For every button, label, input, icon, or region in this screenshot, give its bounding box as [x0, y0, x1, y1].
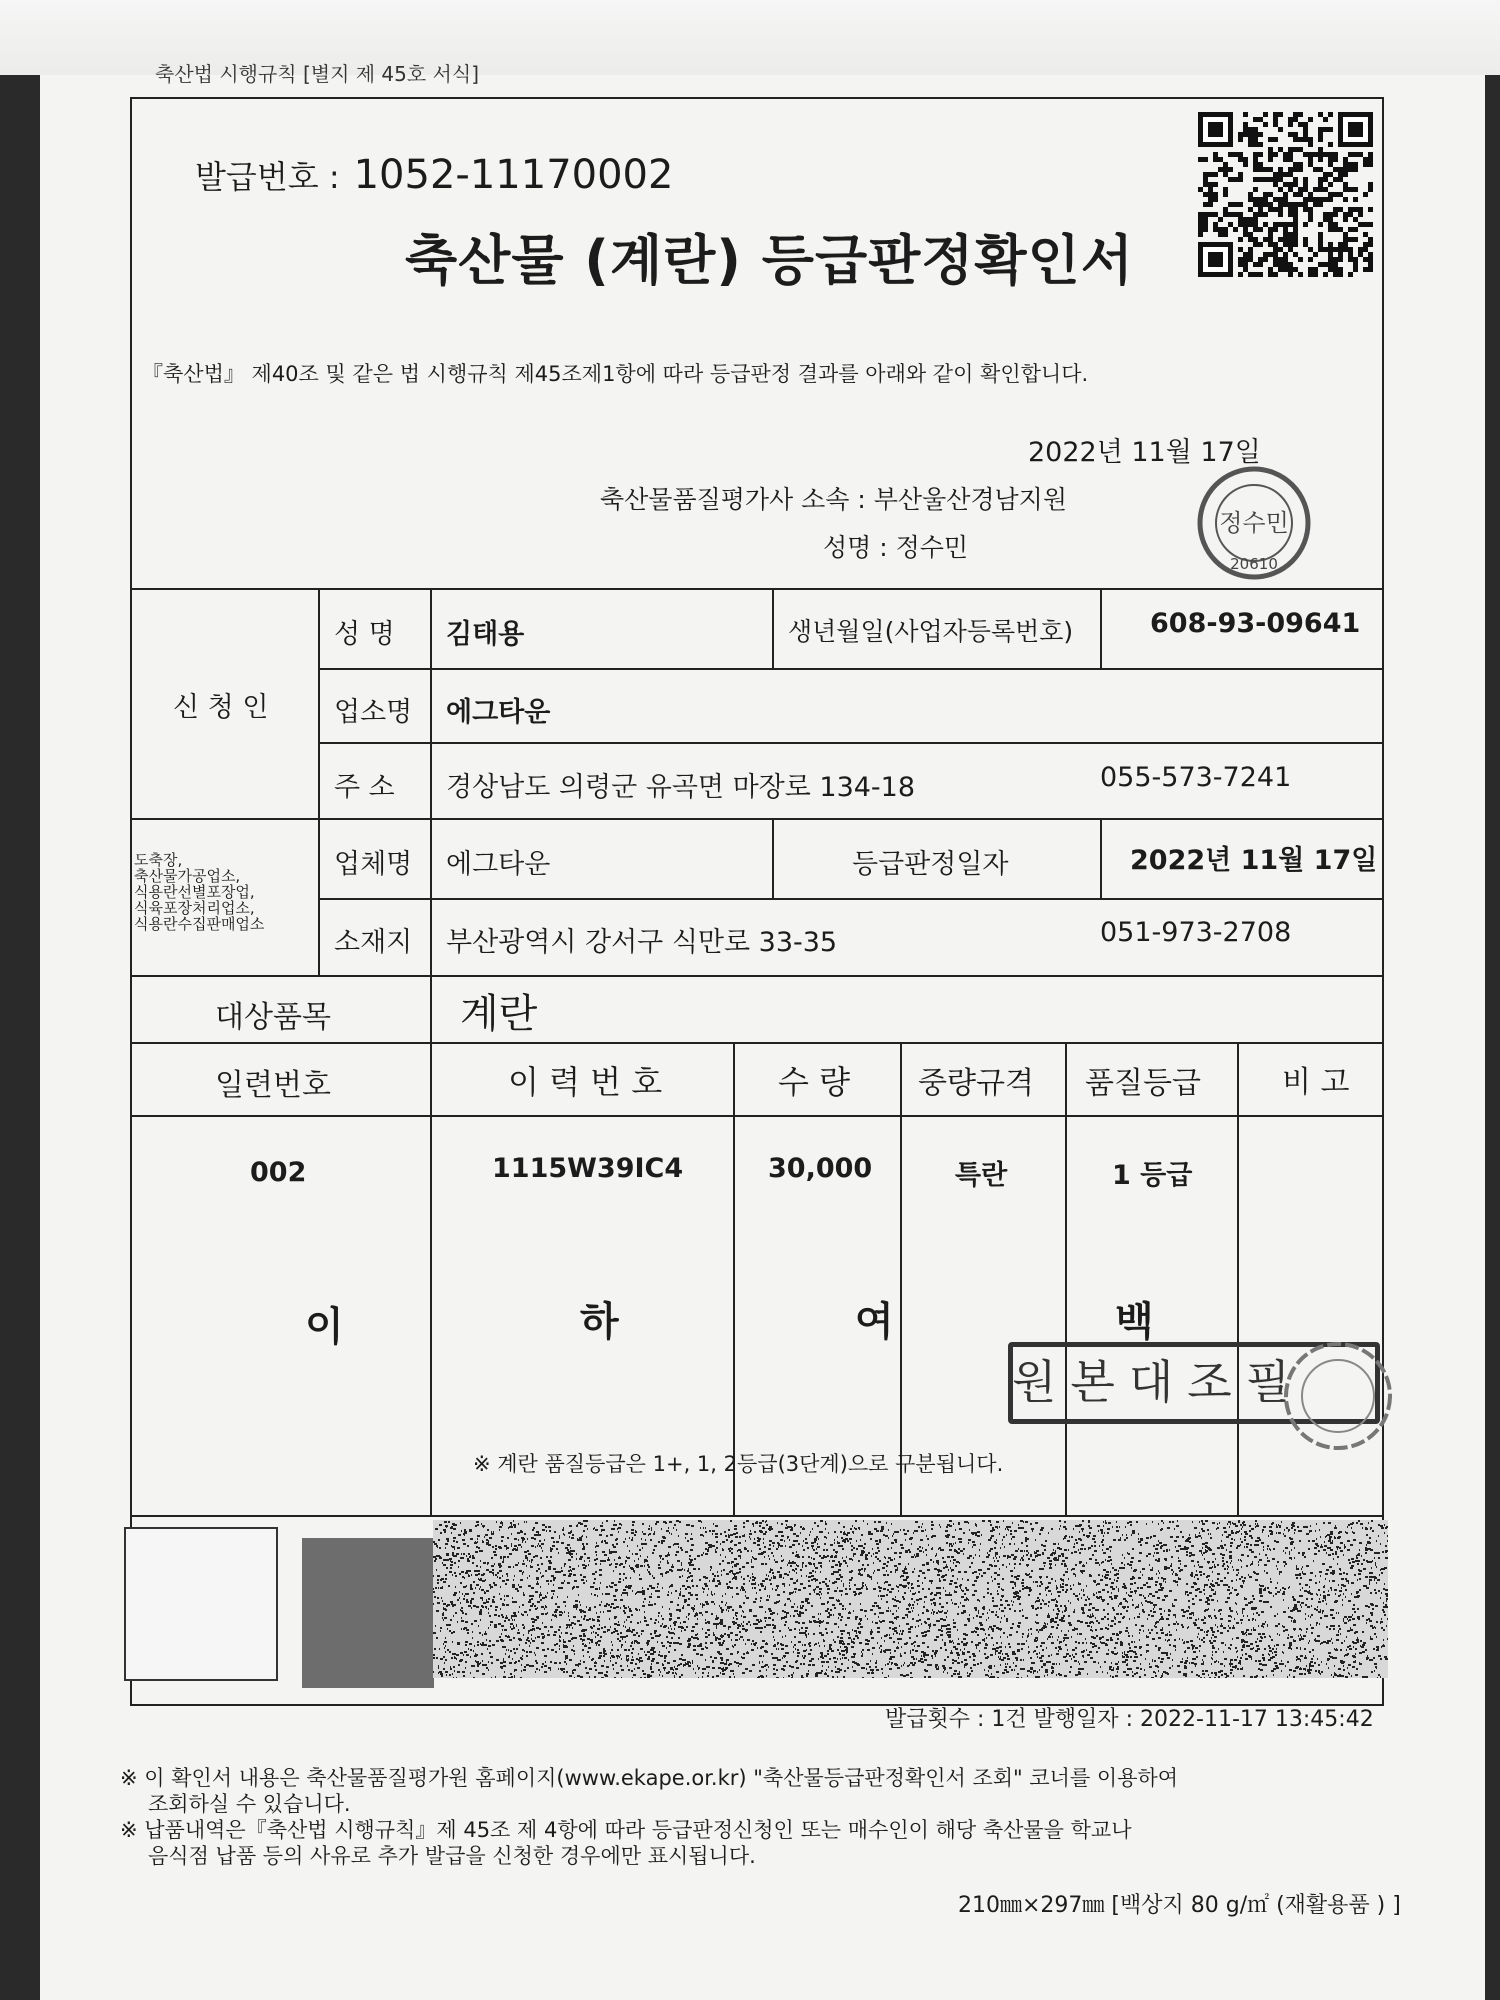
business-number: 608-93-09641 [1150, 608, 1361, 639]
confirm-date: 2022년 11월 17일 [1028, 437, 1261, 468]
birth-label: 생년월일(사업자등록번호) [788, 617, 1074, 646]
issue-number: 1052-11170002 [353, 152, 674, 198]
facility-location: 부산광역시 강서구 식만로 33-35 [446, 927, 838, 958]
below-mark-2: 하 [580, 1299, 619, 1345]
lead-text: 『축산법』 제40조 및 같은 법 시행규칙 제45조제1항에 따라 등급판정 결과를 아래와 같이 확인합니다. [142, 362, 1089, 386]
paper-size-note: 210㎜×297㎜ [백상지 80 g/㎡ (재활용품 ) ] [958, 1893, 1401, 1918]
stamp-text: 원본대조필 [1012, 1355, 1305, 1409]
footnote-2b: 음식점 납품 등의 사유로 추가 발급을 신청한 경우에만 표시됩니다. [148, 1844, 756, 1868]
shop-name: 에그타운 [446, 697, 551, 728]
footnote-1a: ※ 이 확인서 내용은 축산물품질평가원 홈페이지(www.ekape.or.kr) "축산물등급판정확인서 조회" 코너를 이용하여 [120, 1766, 1179, 1790]
seal-name: 정수민 [1219, 509, 1289, 537]
facility-label-line: 식용란수집판매업소 [134, 915, 265, 933]
company-label: 업체명 [334, 849, 413, 880]
below-mark-1: 이 [305, 1304, 344, 1350]
redacted-area [433, 1520, 1388, 1678]
item-value: 계란 [460, 991, 538, 1037]
inspector-name: 성명 : 정수민 [823, 533, 969, 562]
applicant-phone: 055-573-7241 [1100, 762, 1292, 793]
form-reference: 축산법 시행규칙 [별지 제 45호 서식] [155, 62, 480, 86]
issue-label: 발급번호 : [195, 158, 340, 196]
facility-label-line: 식육포장처리업소, [134, 899, 255, 917]
inspector-affiliation: 축산물품질평가사 소속 : 부산울산경남지원 [600, 485, 1067, 514]
facility-label-line: 축산물가공업소, [134, 867, 241, 885]
applicant-name: 김태용 [446, 619, 525, 650]
header-remark: 비 고 [1282, 1065, 1350, 1100]
header-serial: 일련번호 [215, 1068, 331, 1103]
row-trace-number: 1115W39IC4 [492, 1153, 684, 1184]
header-trace: 이 력 번 호 [508, 1063, 663, 1101]
issue-number-line [195, 152, 673, 198]
address-label: 주 소 [334, 772, 395, 803]
company-name: 에그타운 [446, 849, 551, 880]
document-title: 축산물 (계란) 등급판정확인서 [405, 229, 1134, 292]
header-grade: 품질등급 [1085, 1066, 1201, 1101]
row-serial: 002 [250, 1157, 307, 1188]
seal-number: 20610 [1230, 555, 1278, 573]
blank-box [124, 1527, 278, 1681]
footnote-2a: ※ 납품내역은『축산법 시행규칙』제 45조 제 4항에 따라 등급판정신청인 또는 매수인이 해당 축산물을 학교나 [120, 1818, 1132, 1842]
round-stamp [1282, 1340, 1394, 1452]
header-weight: 중량규격 [918, 1066, 1034, 1101]
shop-label: 업소명 [334, 697, 413, 728]
qr-code [1198, 112, 1373, 277]
header-quantity: 수 량 [778, 1063, 850, 1101]
issue-info: 발급횟수 : 1건 발행일자 : 2022-11-17 13:45:42 [885, 1707, 1374, 1732]
item-label: 대상품목 [215, 1000, 331, 1035]
facility-phone: 051-973-2708 [1100, 917, 1292, 948]
applicant-address: 경상남도 의령군 유곡면 마장로 134-18 [446, 772, 916, 803]
below-mark-3: 여 [855, 1299, 894, 1345]
facility-label-line: 식용란선별포장업, [134, 883, 255, 901]
grading-date-label: 등급판정일자 [852, 849, 1009, 880]
below-mark-4: 백 [1115, 1299, 1154, 1345]
applicant-section-label: 신 청 인 [173, 692, 269, 723]
facility-section-label [134, 852, 264, 932]
row-weight: 특란 [955, 1160, 1008, 1191]
grade-note: ※ 계란 품질등급은 1+, 1, 2등급(3단계)으로 구분됩니다. [473, 1452, 1004, 1476]
inspector-seal [1196, 465, 1312, 581]
facility-label-line: 도축장, [134, 851, 183, 869]
location-label: 소재지 [334, 927, 413, 958]
name-label: 성 명 [334, 619, 395, 650]
row-grade: 1 등급 [1112, 1160, 1193, 1191]
footnote-1b: 조회하실 수 있습니다. [148, 1792, 351, 1816]
masked-block [302, 1538, 434, 1688]
grading-date: 2022년 11월 17일 [1130, 845, 1378, 876]
row-quantity: 30,000 [768, 1153, 873, 1184]
